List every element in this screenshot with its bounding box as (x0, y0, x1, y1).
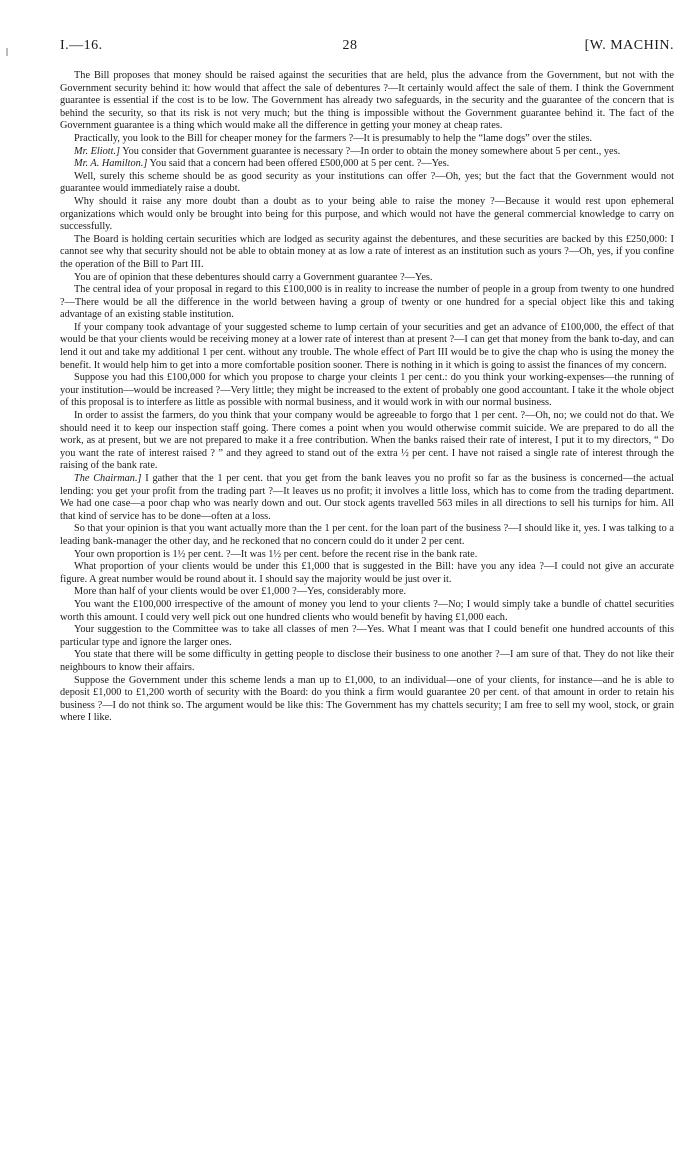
paragraph-text: The Bill proposes that money should be raised against the securities that are held, plus the advance from the Government, but not with the Government security behind it: how would that affect the sale of debentures ?—It certainly would affect the sale of them. I think the Government guarantee is essential if the cost is to be low. The Government has already two safeguards, in the security and the guarantee of the concern that is behind the security, so that its risk is not very much; but the thing is impossible without the Government guarantee behind it. The fact of the Government guarantee is a thing which would make all the difference in getting your money at cheap rates. (60, 70, 674, 132)
paragraph-text: Your suggestion to the Committee was to take all classes of men ?—Yes. What I meant was that I could benefit one hundred accounts of this particular type and ignore the larger ones. (60, 624, 674, 648)
paragraph-text: Well, surely this scheme should be as good security as your institutions can offer ?—Oh, yes; but the fact that the Government would not guarantee would immediately raise a doubt. (60, 170, 674, 195)
paragraph-text: I gather that the 1 per cent. that you get from the bank leaves you no profit so far as the business is concerned—the actual lending: you get your profit from the trading part ?—It leaves us no profit; it involves a little loss, which has to come from the trading department. We had one case—a poor chap who was nearly down and out. Our stock agents travelled 563 miles in all directions to sell his turnips for him. All that kind of service has to be done—often at a loss. (60, 473, 674, 522)
paragraph (60, 675, 674, 725)
paragraph (60, 284, 674, 322)
paragraph (60, 158, 674, 171)
paragraph-text: Your own proportion is 1½ per cent. ?—It was 1½ per cent. before the recent rise in the bank rate. (74, 548, 478, 560)
paragraph-text: Why should it raise any more doubt than a doubt as to your being able to raise the money ?—Because it would rest upon ephemeral organizations which would only be brought into being for this purpose, and which would not have the general commercial knowledge to carry on successfully. (60, 195, 674, 233)
paragraph-text: You consider that Government guarantee is necessary ?—In order to obtain the money somewhere about 5 per cent., yes. (120, 145, 621, 157)
page-header (60, 38, 674, 56)
margin-mark (6, 48, 8, 56)
paragraph (60, 410, 674, 473)
body-text (60, 70, 674, 725)
paragraph (60, 586, 674, 599)
header-left-reference: I.—16. (60, 38, 103, 53)
paragraph-text: In order to assist the farmers, do you think that your company would be agreeable to forgo that 1 per cent. ?—Oh, no; we could not do that. We should need it to keep our inspection staff going. There comes a point when you would otherwise commit suicide. We are prepared to do all the work, as at present, but we are not prepared to make it a free contribution. When the banks raised their rate of interest, I put it to my directors, “ Do you want the rate of interest raised ? ” and they agreed to stand out of the extra ½ per cent. I have not raised a single rate of interest through the raising of the bank rate. (60, 410, 674, 472)
page-number: 28 (342, 38, 358, 53)
paragraph (60, 133, 674, 146)
paragraph-text: You want the £100,000 irrespective of the amount of money you lend to your clients ?—No; I would simply take a bundle of chattel securities worth this amount. I could very well pick out one hundred clients who would benefit by having £1,000 each. (60, 598, 674, 623)
paragraph (60, 70, 674, 133)
paragraph (60, 649, 674, 674)
paragraph-text: Practically, you look to the Bill for cheaper money for the farmers ?—It is presumably to help the “lame dogs” over the stiles. (74, 132, 593, 144)
paragraph (60, 549, 674, 562)
paragraph-text: Suppose the Government under this scheme lends a man up to £1,000, to an individual—one of your clients, for instance—and he is able to deposit £1,000 to £1,200 worth of security with the Board: do you think a firm would guarantee 20 per cent. of that amount in order to retain his business ?—I do not think so. The argument would be like this: The Government has my chattels security; I am free to sell my wool, stock, or grain where I like. (60, 674, 674, 724)
paragraph (60, 473, 674, 523)
paragraph (60, 523, 674, 548)
paragraph (60, 561, 674, 586)
paragraph (60, 234, 674, 272)
paragraph (60, 146, 674, 159)
paragraph-text: The central idea of your proposal in regard to this £100,000 is in reality to increase the number of people in a group from twenty to one hundred ?—There would be all the difference in the world between having a group of twenty or one hundred for a special object like this and taking advantage of an existing stable institution. (60, 284, 674, 321)
paragraph-text: The Board is holding certain securities which are lodged as security against the debentures, and these securities are backed by this £250,000: I cannot see why that security should not be able to obtain money at as low a rate of interest as an institution such as yours ?—Oh, yes, if you confine the operation of the Bill to Part III. (60, 233, 674, 270)
paragraph-text: More than half of your clients would be over £1,000 ?—Yes, considerably more. (74, 586, 407, 598)
speaker-label: The Chairman.] (74, 473, 142, 484)
paragraph (60, 599, 674, 624)
paragraph (60, 624, 674, 649)
header-right-witness: [W. MACHIN. (584, 38, 674, 53)
paragraph-text: You state that there will be some difficulty in getting people to disclose their business to one another ?—I am sure of that. They do not like their neighbours to know their affairs. (60, 649, 674, 673)
speaker-label: Mr. Eliott.] (74, 145, 121, 157)
paragraph (60, 196, 674, 234)
paragraph (60, 372, 674, 410)
paragraph-text: What proportion of your clients would be under this £1,000 that is suggested in the Bill: have you any idea ?—I could not give an accurate figure. A great number would be round about it. I should say the majority would be just over it. (60, 561, 674, 585)
paragraph-text: You are of opinion that these debentures should carry a Government guarantee ?—Yes. (74, 271, 433, 283)
paragraph (60, 322, 674, 372)
paragraph-text: Suppose you had this £100,000 for which you propose to charge your cleints 1 per cent.: do you think your working-expenses—the running of your institution—would be increased ?—Very little; they might be increased to the extent of probably one good accountant. I take it the whole object of this proposal is to interfere as little as possible with normal business, and it would work in with our normal business. (60, 372, 674, 409)
paragraph (60, 272, 674, 285)
speaker-label: Mr. A. Hamilton.] (74, 158, 148, 170)
paragraph-text: So that your opinion is that you want actually more than the 1 per cent. for the loan part of the business ?—I should like it, yes. I was talking to a leading bank-manager the other day, and he reckoned that no concern could do it under 2 per cent. (60, 523, 674, 547)
paragraph-text: You said that a concern had been offered £500,000 at 5 per cent. ?—Yes. (147, 158, 450, 170)
paragraph (60, 171, 674, 196)
paragraph-text: If your company took advantage of your suggested scheme to lump certain of your securities and get an advance of £100,000, the effect of that would be that your clients would be receiving money at a lower rate of interest than at present ?—I can get that money from the bank to-day, and can lend it out and take my additional 1 per cent. without any trouble. The whole effect of Part III would be to give the chap who is using the money the benefit. It would help him to get into a more comfortable position sooner. There is nothing in it which is going to assist the finances of my concern. (60, 321, 674, 371)
